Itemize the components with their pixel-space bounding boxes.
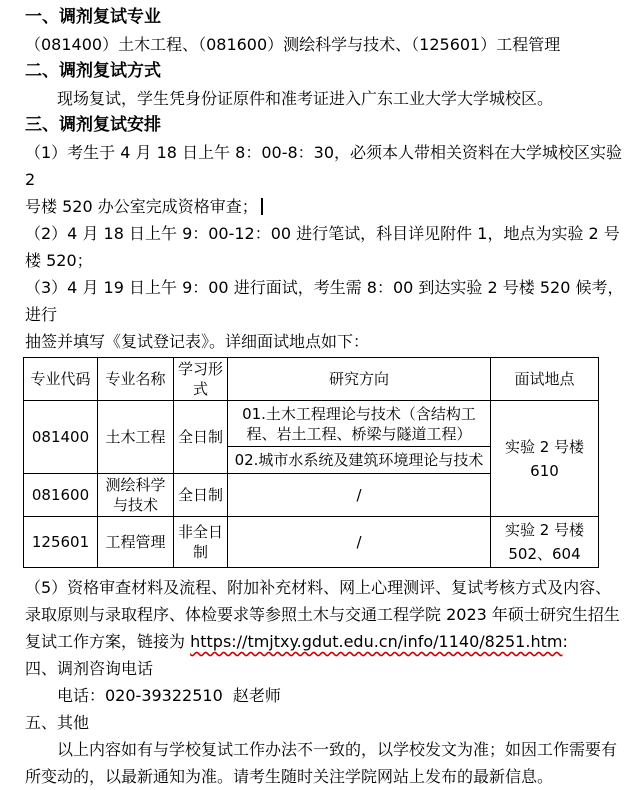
interview-location-table <box>23 357 599 568</box>
section-3-heading: 三、调剂复试安排 <box>25 115 161 135</box>
arrangement-item-5-line-2: 录取原则与录取程序、体检要求等参照土木与交通工程学院 2023 年硕士研究生招生 <box>25 605 620 624</box>
section-4-heading: 四、调剂咨询电话 <box>25 659 154 678</box>
cell-name-tumu: 土木工程 <box>98 401 174 474</box>
link-suffix-text: : <box>562 632 568 651</box>
location-building: 实验 2 号楼 <box>504 521 585 539</box>
header-major-name: 专业名称 <box>98 358 174 401</box>
table-row <box>24 401 599 447</box>
text-cursor <box>261 198 263 215</box>
exam-method-text: 现场复试，学生凭身份证原件和准考证进入广东工业大学大学城校区。 <box>57 89 554 108</box>
arrangement-item-1-line-2-text: 号楼 520 办公室完成资格审查； <box>25 197 258 216</box>
arrangement-item-2: （2）4 月 18 日上午 9：00-12：00 进行笔试，科目详见附件 1，地点为实验 2 号楼 520； <box>25 224 620 270</box>
recruitment-plan-url[interactable]: https://tmjtxy.gdut.edu.cn/info/1140/8251.htm <box>190 632 563 651</box>
location-room: 610 <box>530 461 559 480</box>
phone-text: 电话：020-39322510 赵老师 <box>57 686 281 705</box>
cell-direction-01: 01.土木工程理论与技术（含结构工程、岩土工程、桥梁与隧道工程） <box>228 401 491 447</box>
arrangement-item-5-line-3 <box>25 628 627 655</box>
section-2-heading: 二、调剂复试方式 <box>25 61 161 81</box>
arrangement-item-3-line-2: 抽签并填写《复试登记表》。详细面试地点如下： <box>25 332 370 351</box>
section-1-heading: 一、调剂复试专业 <box>25 7 161 27</box>
arrangement-item-3-line-1: （3）4 月 19 日上午 9：00 进行面试，考生需 8：00 到达实验 2 号楼 520 候考，进行 <box>25 278 624 324</box>
cell-location-502-604 <box>491 517 599 568</box>
table-row <box>24 517 599 568</box>
arrangement-item-1-line-1: （1）考生于 4 月 18 日上午 8：00-8：30，必须本人带相关资料在大学城校区实验 2 <box>25 143 628 189</box>
cell-form-tumu: 全日制 <box>174 401 228 474</box>
link-prefix-text: 复试工作方案，链接为 <box>25 632 191 651</box>
cell-form-guanli: 非全日制 <box>174 517 228 568</box>
location-rooms: 502、604 <box>508 545 581 563</box>
cell-direction-02: 02.城市水系统及建筑环境理论与技术 <box>228 447 491 474</box>
cell-name-cehui: 测绘科学与技术 <box>98 474 174 517</box>
section-5-heading: 五、其他 <box>25 713 90 732</box>
header-interview-location: 面试地点 <box>491 358 599 401</box>
cell-location-610 <box>491 401 599 517</box>
cell-form-cehui: 全日制 <box>174 474 228 517</box>
arrangement-item-5-line-1: （5）资格审查材料及流程、附加补充材料、网上心理测评、复试考核方式及内容、 <box>25 578 612 597</box>
cell-direction-guanli: / <box>228 517 491 568</box>
header-study-form: 学习形式 <box>174 358 228 401</box>
other-notes-line-1: 以上内容如有与学校复试工作办法不一致的，以学校发文为准；如因工作需要有 <box>57 740 618 759</box>
cell-code-125601: 125601 <box>24 517 98 568</box>
table-header-row <box>24 358 599 401</box>
other-notes-line-2: 所变动的，以最新通知为准。请考生随时关注学院网站上发布的最新信息。 <box>25 767 554 786</box>
cell-code-081400: 081400 <box>24 401 98 474</box>
cell-code-081600: 081600 <box>24 474 98 517</box>
header-research-direction: 研究方向 <box>228 358 491 401</box>
location-building: 实验 2 号楼 <box>504 437 585 456</box>
specialties-list: （081400）土木工程、（081600）测绘科学与技术、（125601）工程管理 <box>25 35 561 54</box>
cell-name-guanli: 工程管理 <box>98 517 174 568</box>
cell-direction-cehui: / <box>228 474 491 517</box>
header-major-code: 专业代码 <box>24 358 98 401</box>
arrangement-item-1-line-2 <box>25 193 627 220</box>
